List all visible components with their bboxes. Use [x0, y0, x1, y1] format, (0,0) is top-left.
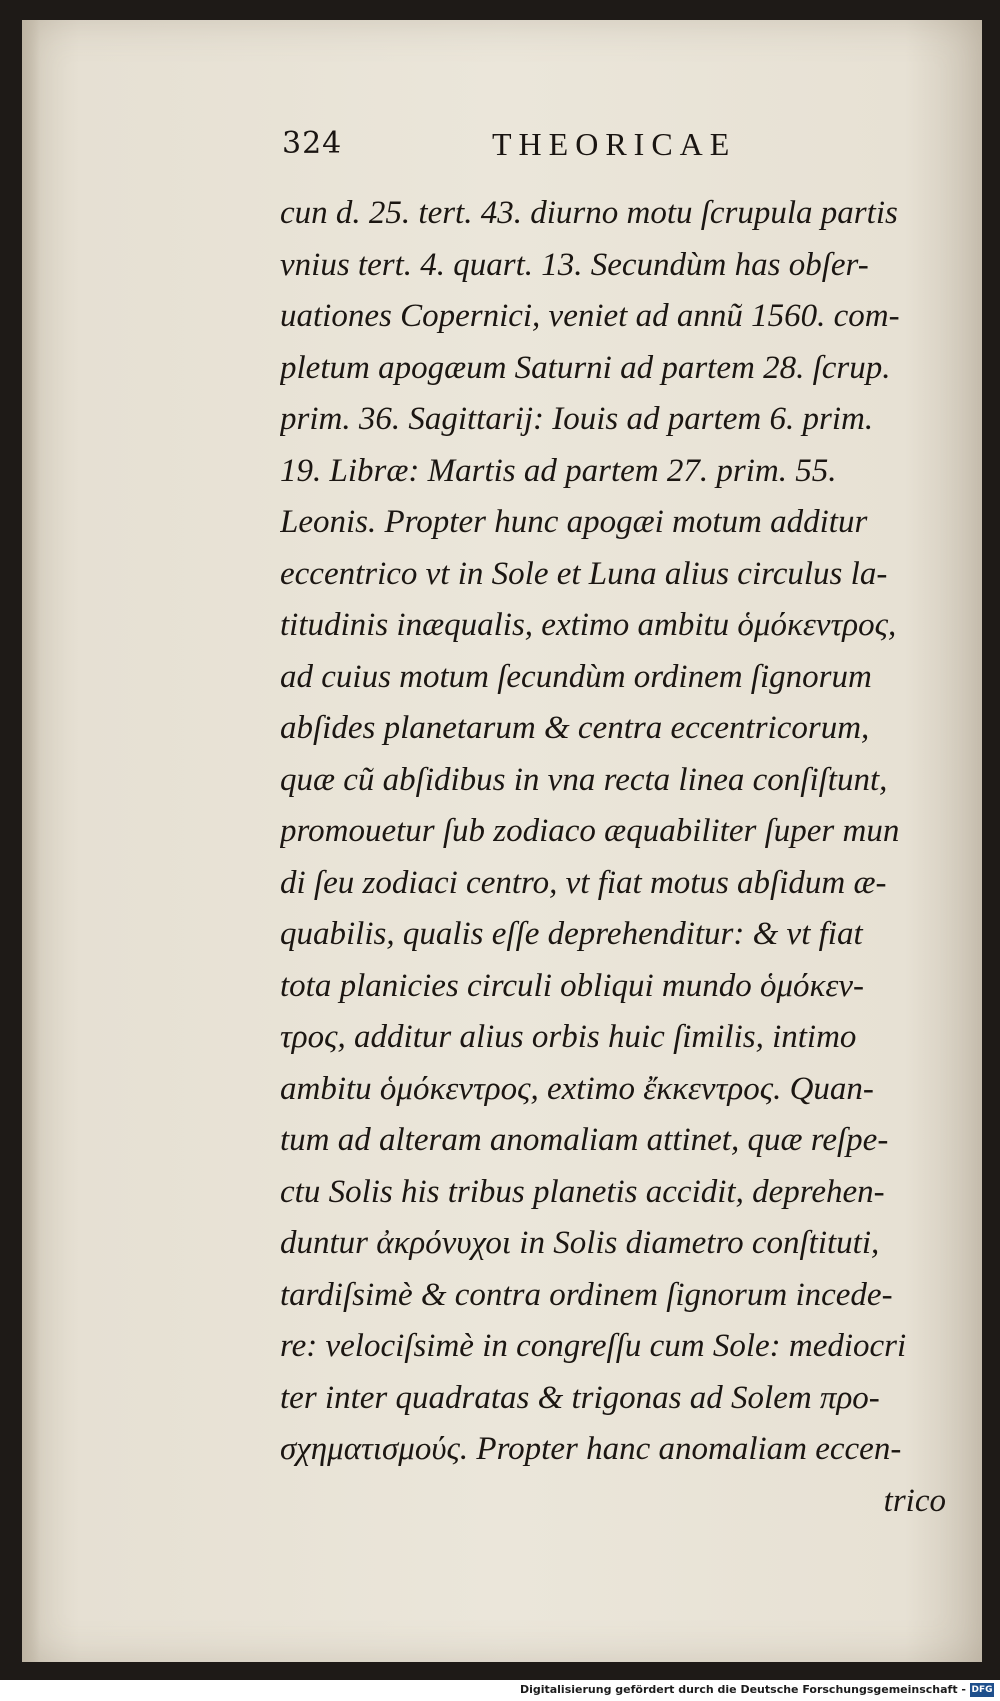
text-line: abſides planetarum & centra eccentricorum, — [280, 710, 870, 746]
catchword: trico — [883, 1482, 946, 1519]
text-line: duntur ἀκρόνυχοι in Solis diametro conſtituti, — [280, 1225, 880, 1261]
funding-credit: Digitalisierung gefördert durch die Deutsche Forschungsgemeinschaft - — [519, 1683, 966, 1696]
text-line: pletum apogæum Saturni ad partem 28. ſcrup. — [280, 349, 891, 386]
text-line: di ſeu zodiaci centro, vt fiat motus abſidum æ- — [280, 864, 887, 901]
text-line: tum ad alteram anomaliam attinet, quæ reſpe- — [280, 1122, 889, 1158]
page-edge-shadow — [22, 20, 40, 1662]
text-line: τρος, additur alius orbis huic ſimilis, intimo — [280, 1019, 857, 1055]
running-title: THEORICAE — [492, 126, 737, 162]
text-line: re: velociſsimè in congreſſu cum Sole: mediocri — [280, 1328, 907, 1364]
text-line: cun d. 25. tert. 43. diurno motu ſcrupula partis — [280, 195, 898, 231]
digitization-footer — [0, 1680, 1000, 1701]
text-line: σχηματισμούς. Propter hanc anomaliam eccen- — [280, 1431, 902, 1467]
text-line: ambitu ὁμόκεντρος, extimo ἔκκεντρος. Quan- — [280, 1070, 874, 1107]
text-line: tardiſsimè & contra ordinem ſignorum incede- — [280, 1276, 893, 1313]
text-line: eccentrico vt in Sole et Luna alius circulus la- — [280, 555, 888, 592]
running-head — [282, 126, 882, 176]
text-line: ad cuius motum ſecundùm ordinem ſignorum — [280, 658, 872, 695]
text-line: uationes Copernici, veniet ad annũ 1560. com- — [280, 298, 900, 334]
text-line: ter inter quadratas & trigonas ad Solem προ- — [280, 1379, 880, 1416]
text-line: ctu Solis his tribus planetis accidit, deprehen- — [280, 1173, 885, 1210]
text-line: prim. 36. Sagittarij: Iouis ad partem 6. prim. — [280, 401, 874, 437]
text-line: 19. Libræ: Martis ad partem 27. prim. 55. — [280, 452, 837, 489]
text-line: titudinis inæqualis, extimo ambitu ὁμόκεντρος, — [280, 607, 897, 643]
text-line: promouetur ſub zodiaco æquabiliter ſuper mun — [280, 813, 900, 849]
body-text — [280, 188, 960, 1527]
text-line: quæ cũ abſidibus in vna recta linea conſiſtunt, — [280, 761, 888, 798]
text-line: quabilis, qualis eſſe deprehenditur: & vt fiat — [280, 916, 863, 952]
page-number: 324 — [282, 126, 343, 161]
text-line: vnius tert. 4. quart. 13. Secundùm has obſer- — [280, 246, 869, 283]
text-line: tota planicies circuli obliqui mundo ὁμόκεν- — [280, 967, 865, 1004]
dfg-logo: DFG — [971, 1685, 993, 1695]
text-line: Leonis. Propter hunc apogæi motum additur — [280, 504, 868, 540]
